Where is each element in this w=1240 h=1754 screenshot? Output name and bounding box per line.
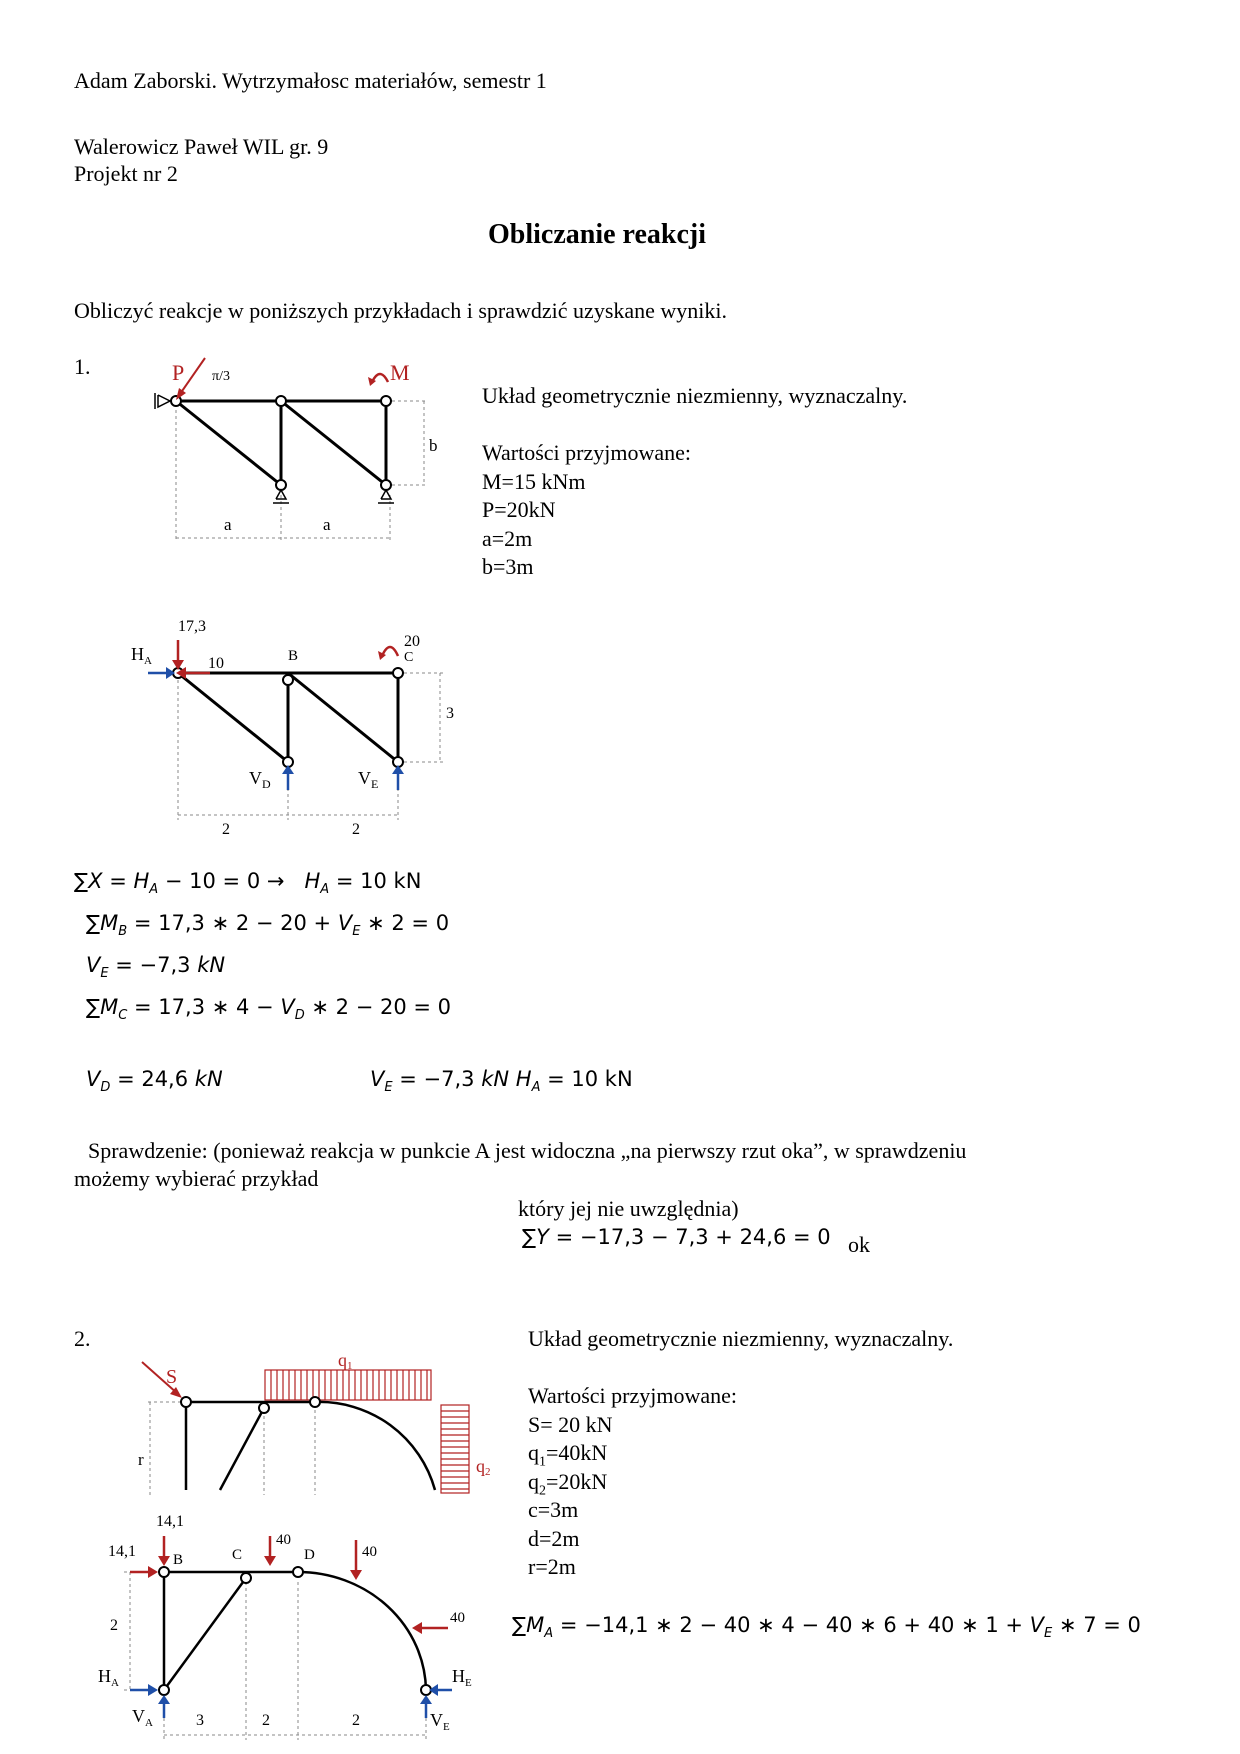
label-17-3: 17,3 xyxy=(178,618,206,635)
label-node-b: B xyxy=(288,648,299,664)
example-2-number: 2. xyxy=(74,1326,91,1351)
example-2-value-q2: $q_2=20kN$ xyxy=(528,1469,608,1499)
label-r: r xyxy=(138,1450,144,1469)
check-text-line-1: Sprawdzenie: (ponieważ reakcja w punkcie A jest widoczna „na pierwszy rzut oka”, w sprawdzeniu xyxy=(88,1138,967,1163)
label-node-b: B xyxy=(173,1552,184,1568)
check-text-line-3: który jej nie uwzględnia) xyxy=(518,1196,739,1221)
example-2-values-title: Wartości przyjmowane: xyxy=(528,1383,737,1408)
label-m: M xyxy=(390,360,410,385)
example-1-values-title: Wartości przyjmowane: xyxy=(482,440,691,465)
label-40-c: 40 xyxy=(276,1532,291,1548)
label-node-c: C xyxy=(232,1547,243,1563)
example-1-description: Układ geometrycznie niezmienny, wyznaczalny. xyxy=(482,383,908,408)
label-ve: $V_E$ xyxy=(430,1710,450,1733)
header-line-project: Projekt nr 2 xyxy=(74,161,178,186)
example-1-value-a: a=2m xyxy=(482,526,533,551)
label-dim-2a: 2 xyxy=(222,821,230,838)
page-title: Obliczanie reakcji xyxy=(488,219,706,250)
label-dim-2a: 2 xyxy=(262,1712,270,1729)
label-a2: a xyxy=(323,515,331,534)
example-2-scheme-diagram xyxy=(130,1340,510,1500)
equation-ve: $V_E = -7,3$ kN xyxy=(86,953,226,982)
label-q2: q2 xyxy=(476,1456,491,1478)
check-ok: ok xyxy=(848,1232,870,1257)
label-va: $V_A$ xyxy=(132,1706,153,1729)
example-1-value-m: M=15 kNm xyxy=(482,469,586,494)
label-node-d: D xyxy=(304,1547,315,1563)
example-1-reactions-diagram xyxy=(120,610,460,840)
header-line-author: Adam Zaborski. Wytrzymałosc materiałów, semestr 1 xyxy=(74,68,547,93)
example-2-value-d: d=2m xyxy=(528,1526,580,1551)
equation-sum-x: $\sum X = H_A - 10 = 0 \to H_A = 10$ kN xyxy=(74,869,422,898)
label-ve: $V_E$ xyxy=(358,768,379,791)
example-1-value-p: P=20kN xyxy=(482,497,556,522)
equation-check-sum-y: ∑Y = −17,3 − 7,3 + 24,6 = 0 xyxy=(522,1225,831,1249)
example-2-reactions-diagram xyxy=(100,1505,500,1750)
equation-sum-ma: $\sum M_A = -14,1$ ∗ 2 − 40 ∗ 4 − 40 ∗ 6 + 40 ∗ $1 + V_E$ ∗ 7 = 0 xyxy=(512,1613,1141,1642)
label-ha: $H_A$ xyxy=(98,1666,119,1689)
label-dim-3: 3 xyxy=(196,1712,204,1729)
example-1-value-b: b=3m xyxy=(482,554,534,579)
equation-sum-mc: $\sum M_C = 17,3$ ∗ $4 - V_D$ ∗ 2 − 20 = 0 xyxy=(86,995,452,1024)
example-2-value-c: c=3m xyxy=(528,1497,579,1522)
example-2-description: Układ geometrycznie niezmienny, wyznaczalny. xyxy=(528,1326,954,1351)
label-he: $H_E$ xyxy=(452,1666,472,1689)
label-14-1-left: 14,1 xyxy=(108,1543,136,1560)
label-p: P xyxy=(172,360,185,385)
label-14-1-top: 14,1 xyxy=(156,1513,184,1530)
example-1-scheme-diagram xyxy=(140,350,450,550)
equation-vd-result: $V_D = 24,6$ kN xyxy=(86,1067,223,1096)
intro-text: Obliczyć reakcje w poniższych przykładach i sprawdzić uzyskane wyniki. xyxy=(74,298,728,323)
equation-sum-mb: $\sum M_B = 17,3$ ∗ $2 - 20 + V_E$ ∗ 2 = 0 xyxy=(86,911,450,940)
label-moment-20: 20 xyxy=(404,633,420,650)
label-angle: π/3 xyxy=(212,369,230,384)
example-1-number: 1. xyxy=(74,354,91,379)
label-dim-2b: 2 xyxy=(352,821,360,838)
label-node-c: C xyxy=(404,650,414,665)
check-text-line-2: możemy wybierać przykład xyxy=(74,1166,319,1191)
example-2-value-r: r=2m xyxy=(528,1554,576,1579)
label-a1: a xyxy=(224,515,232,534)
label-q1: q1 xyxy=(338,1350,353,1372)
header-line-student: Walerowicz Paweł WIL gr. 9 xyxy=(74,134,329,159)
label-10: 10 xyxy=(208,655,224,672)
example-2-value-q1: $q_1=40kN$ xyxy=(528,1440,608,1470)
label-dim-3: 3 xyxy=(446,705,454,722)
equation-ve-ha-result: $V_E = -7,3$ kN $H_A = 10$ kN xyxy=(370,1067,633,1096)
label-ha: $H_A$ xyxy=(131,644,152,667)
label-40-d: 40 xyxy=(362,1544,377,1560)
label-b: b xyxy=(429,436,438,455)
example-2-value-s: S= 20 kN xyxy=(528,1412,613,1437)
label-s: S xyxy=(166,1366,178,1388)
label-dim-2b: 2 xyxy=(352,1712,360,1729)
label-40-h: 40 xyxy=(450,1610,465,1626)
label-dim-2-v: 2 xyxy=(110,1617,118,1634)
label-vd: $V_D$ xyxy=(249,768,271,791)
